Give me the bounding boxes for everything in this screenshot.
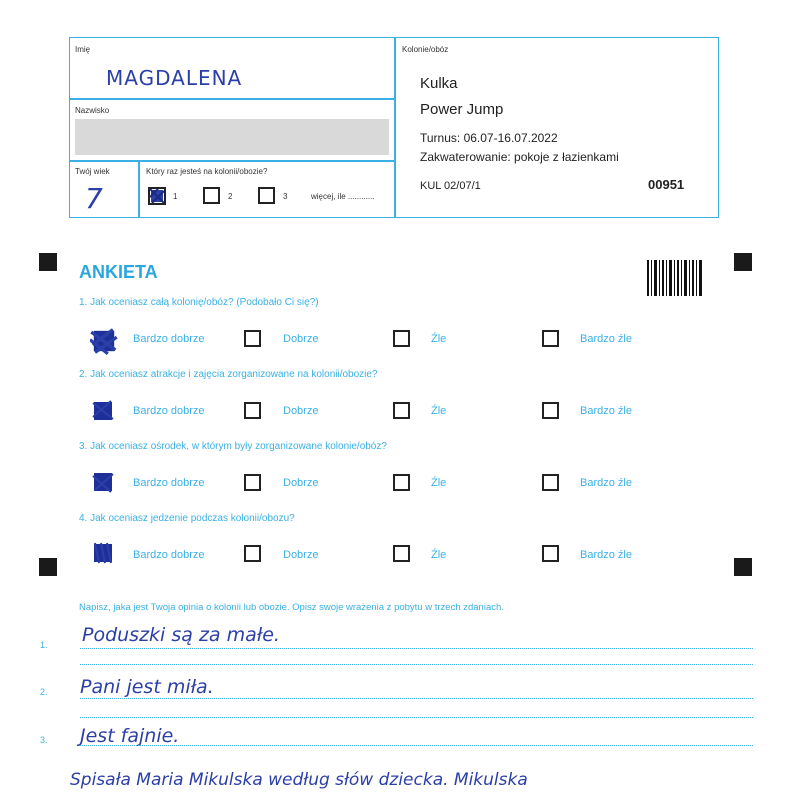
header-divider <box>69 160 395 162</box>
header-divider <box>394 37 396 218</box>
q3-dobrze-checkbox[interactable] <box>244 474 261 491</box>
q1-opt-2: Źle <box>431 333 447 345</box>
kolonie-label: Kolonie/obóz <box>402 45 449 54</box>
line-number-3: 3. <box>40 735 48 745</box>
registration-marker <box>734 558 752 576</box>
q1-zle-checkbox[interactable] <box>393 330 410 347</box>
q2-opt-3: Bardzo źle <box>580 405 632 417</box>
line-number-1: 1. <box>40 640 48 650</box>
ktory-raz-option-2: 2 <box>228 192 233 201</box>
opinion-line-2[interactable]: Pani jest miła. <box>80 676 214 698</box>
q1-bardzo-zle-checkbox[interactable] <box>542 330 559 347</box>
scribble-mark-icon <box>92 400 114 422</box>
opinion-line-1[interactable]: Poduszki są za małe. <box>82 624 280 646</box>
opinion-line-3[interactable]: Jest fajnie. <box>80 725 180 747</box>
q3-bardzo-dobrze-checkbox[interactable] <box>92 471 114 498</box>
q4-opt-2: Źle <box>431 549 447 561</box>
kolonia-program: Power Jump <box>420 101 504 118</box>
opinion-prompt: Napisz, jaka jest Twoja opinia o kolonii lub obozie. Opisz swoje wrażenia z pobytu w trzech zdaniach. <box>79 602 504 613</box>
scribble-mark-icon <box>90 327 118 355</box>
nazwisko-label: Nazwisko <box>75 106 110 115</box>
q2-dobrze-checkbox[interactable] <box>244 402 261 419</box>
q1-opt-3: Bardzo źle <box>580 333 632 345</box>
wiek-label: Twój wiek <box>75 167 110 176</box>
q4-opt-0: Bardzo dobrze <box>133 549 205 561</box>
q1-opt-1: Dobrze <box>283 333 319 345</box>
q2-opt-2: Źle <box>431 405 447 417</box>
survey-title: ANKIETA <box>79 262 158 282</box>
scribble-mark-icon <box>92 542 114 564</box>
dotted-line <box>80 745 753 746</box>
turnus: Turnus: 06.07-16.07.2022 <box>420 131 558 145</box>
numer: 00951 <box>648 177 685 192</box>
question-2: 2. Jak oceniasz atrakcje i zajęcia zorganizowane na kolonii/obozie? <box>79 369 378 380</box>
q4-bardzo-dobrze-checkbox[interactable] <box>92 542 114 569</box>
q2-opt-0: Bardzo dobrze <box>133 405 205 417</box>
q4-opt-3: Bardzo źle <box>580 549 632 561</box>
ktory-raz-option-1: 1 <box>173 192 178 201</box>
ktory-raz-checkbox-1[interactable] <box>148 187 166 205</box>
registration-marker <box>39 253 57 271</box>
ktory-raz-checkbox-3[interactable] <box>258 187 275 204</box>
q1-opt-0: Bardzo dobrze <box>133 333 205 345</box>
q2-bardzo-dobrze-checkbox[interactable] <box>92 400 114 427</box>
q3-bardzo-zle-checkbox[interactable] <box>542 474 559 491</box>
dotted-line <box>80 648 753 649</box>
q3-opt-1: Dobrze <box>283 477 319 489</box>
kolonia-name: Kulka <box>420 75 458 92</box>
q1-bardzo-dobrze-checkbox[interactable] <box>90 327 118 360</box>
q3-zle-checkbox[interactable] <box>393 474 410 491</box>
dotted-line <box>80 698 753 699</box>
question-4: 4. Jak oceniasz jedzenie podczas kolonii/obozu? <box>79 513 295 524</box>
question-1: 1. Jak oceniasz całą kolonię/obóz? (Podobało Ci się?) <box>79 297 319 308</box>
dotted-line <box>80 717 753 718</box>
wiecej-label: więcej, ile ............ <box>311 192 375 201</box>
zakwaterowanie: Zakwaterowanie: pokoje z łazienkami <box>420 150 619 164</box>
header-divider <box>69 98 395 100</box>
q2-opt-1: Dobrze <box>283 405 319 417</box>
registration-marker <box>39 558 57 576</box>
q4-dobrze-checkbox[interactable] <box>244 545 261 562</box>
registration-marker <box>734 253 752 271</box>
ktory-raz-checkbox-2[interactable] <box>203 187 220 204</box>
nazwisko-redacted <box>75 119 389 155</box>
checkbox-1-marked <box>148 187 166 205</box>
ktory-raz-label: Który raz jesteś na kolonii/obozie? <box>146 167 268 176</box>
q4-bardzo-zle-checkbox[interactable] <box>542 545 559 562</box>
barcode <box>647 260 703 301</box>
q4-zle-checkbox[interactable] <box>393 545 410 562</box>
imie-value: MAGDALENA <box>106 66 243 90</box>
question-3: 3. Jak oceniasz ośrodek, w którym były zorganizowane kolonie/obóz? <box>79 441 387 452</box>
q3-opt-0: Bardzo dobrze <box>133 477 205 489</box>
imie-label: Imię <box>75 45 91 54</box>
wiek-value: 7 <box>85 182 103 215</box>
footer-note: Spisała Maria Mikulska według słów dziecka. Mikulska <box>70 770 528 790</box>
q1-dobrze-checkbox[interactable] <box>244 330 261 347</box>
header-divider <box>138 160 140 218</box>
line-number-2: 2. <box>40 687 48 697</box>
kod: KUL 02/07/1 <box>420 180 481 192</box>
q3-opt-2: Źle <box>431 477 447 489</box>
q4-opt-1: Dobrze <box>283 549 319 561</box>
q2-zle-checkbox[interactable] <box>393 402 410 419</box>
ktory-raz-option-3: 3 <box>283 192 288 201</box>
dotted-line <box>80 664 753 665</box>
q2-bardzo-zle-checkbox[interactable] <box>542 402 559 419</box>
q3-opt-3: Bardzo źle <box>580 477 632 489</box>
scribble-mark-icon <box>92 471 114 493</box>
